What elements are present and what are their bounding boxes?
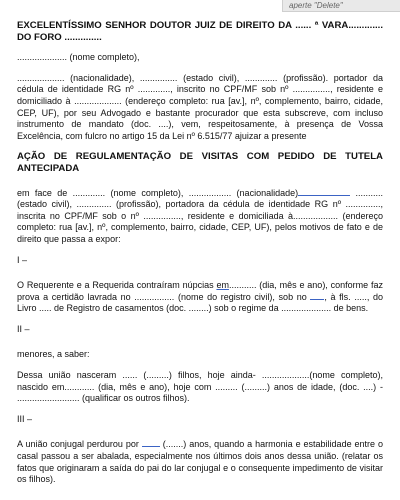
years-blank[interactable] <box>142 446 160 447</box>
defendant-qualification <box>17 188 383 246</box>
defendant-part2: ........... (estado civil), .............. (profissão), portadora da cédula de identidade RG nº .............., inscrita no CPF/MF sob o nº ..............., residente e domiciliada à.................. (endereço completo: rua [av.], nº, complemento, bairro, cidade, CEP, UF), pelos motivos de fato e de direito que passa a expor: <box>17 187 383 244</box>
delete-hint <box>282 0 400 12</box>
section-3-heading: III – <box>17 413 33 424</box>
registry-number-blank[interactable] <box>310 299 324 300</box>
section-2-paragraph: Dessa união nasceram ...... (.........) filhos, hoje ainda- ...................(nome completo), nascido em............ (dia, mês e ano), hoje com ......... (.........) anos de idade, (doc. ....) - ......................... (qualificar os outros filhos). <box>17 370 383 404</box>
em-link[interactable]: em <box>216 280 229 291</box>
defendant-part1: em face de ............. (nome completo), ................. (nacionalidade) <box>17 187 299 198</box>
section-3-text-b: (.......) anos, quando a harmonia e estabilidade entre o casal passou a ser abalada, especialmente nos últimos dois anos dessa união. (relatar os fatos que originaram a saída do pai do lar conjugal e o consequente impedimento de visitar os filhos). <box>17 439 383 485</box>
section-1-paragraph <box>17 280 383 315</box>
court-heading: EXCELENTÍSSIMO SENHOR DOUTOR JUIZ DE DIREITO DA ...... ª VARA............. DO FORO .............. <box>17 20 383 43</box>
section-1-heading: I – <box>17 254 28 265</box>
section-1-text-b: ........... (dia, mês e ano), conforme faz prova a certidão lavrada no ................ (nome do registro civil), sob no <box>17 280 383 302</box>
section-3-text-a: A união conjugal perdurou por <box>17 439 142 450</box>
plaintiff-qualification: ................... (nacionalidade), ............... (estado civil), ............. (profissão). portador da cédula de identidade RG nº ............., inscrito no CPF/MF sob nº ..............., residente e domiciliado à ................... (endereço completo: rua [av.], nº, complemento, bairro, cidade, CEP, UF), por seu Advogado e bastante procurador que esta subscreve, com incluso instrumento de mandato (doc. ....), vem, respeitosamente, à presença de Vossa Excelência, com fulcro no artigo 15 da Lei nº 6.515/77 ajuizar a presente <box>17 72 383 141</box>
section-3-paragraph <box>17 439 383 485</box>
action-title: AÇÃO DE REGULAMENTAÇÃO DE VISITAS COM PEDIDO DE TUTELA ANTECIPADA <box>17 151 383 174</box>
delete-hint-text: aperte "Delete" <box>289 1 343 10</box>
section-1-text-c: , à fls. ....., do Livro ..... de Registro de casamentos (doc. ........) sob o regime da .................... de bens. <box>17 291 383 314</box>
document-body <box>17 20 383 495</box>
section-1-text-a: O Requerente e a Requerida contraíram núpcias <box>17 280 217 291</box>
nationality-blank[interactable] <box>298 195 350 196</box>
plaintiff-name: .................... (nome completo), <box>17 52 140 63</box>
section-2-intro: menores, a saber: <box>17 349 90 360</box>
section-2-heading: II – <box>17 323 30 334</box>
